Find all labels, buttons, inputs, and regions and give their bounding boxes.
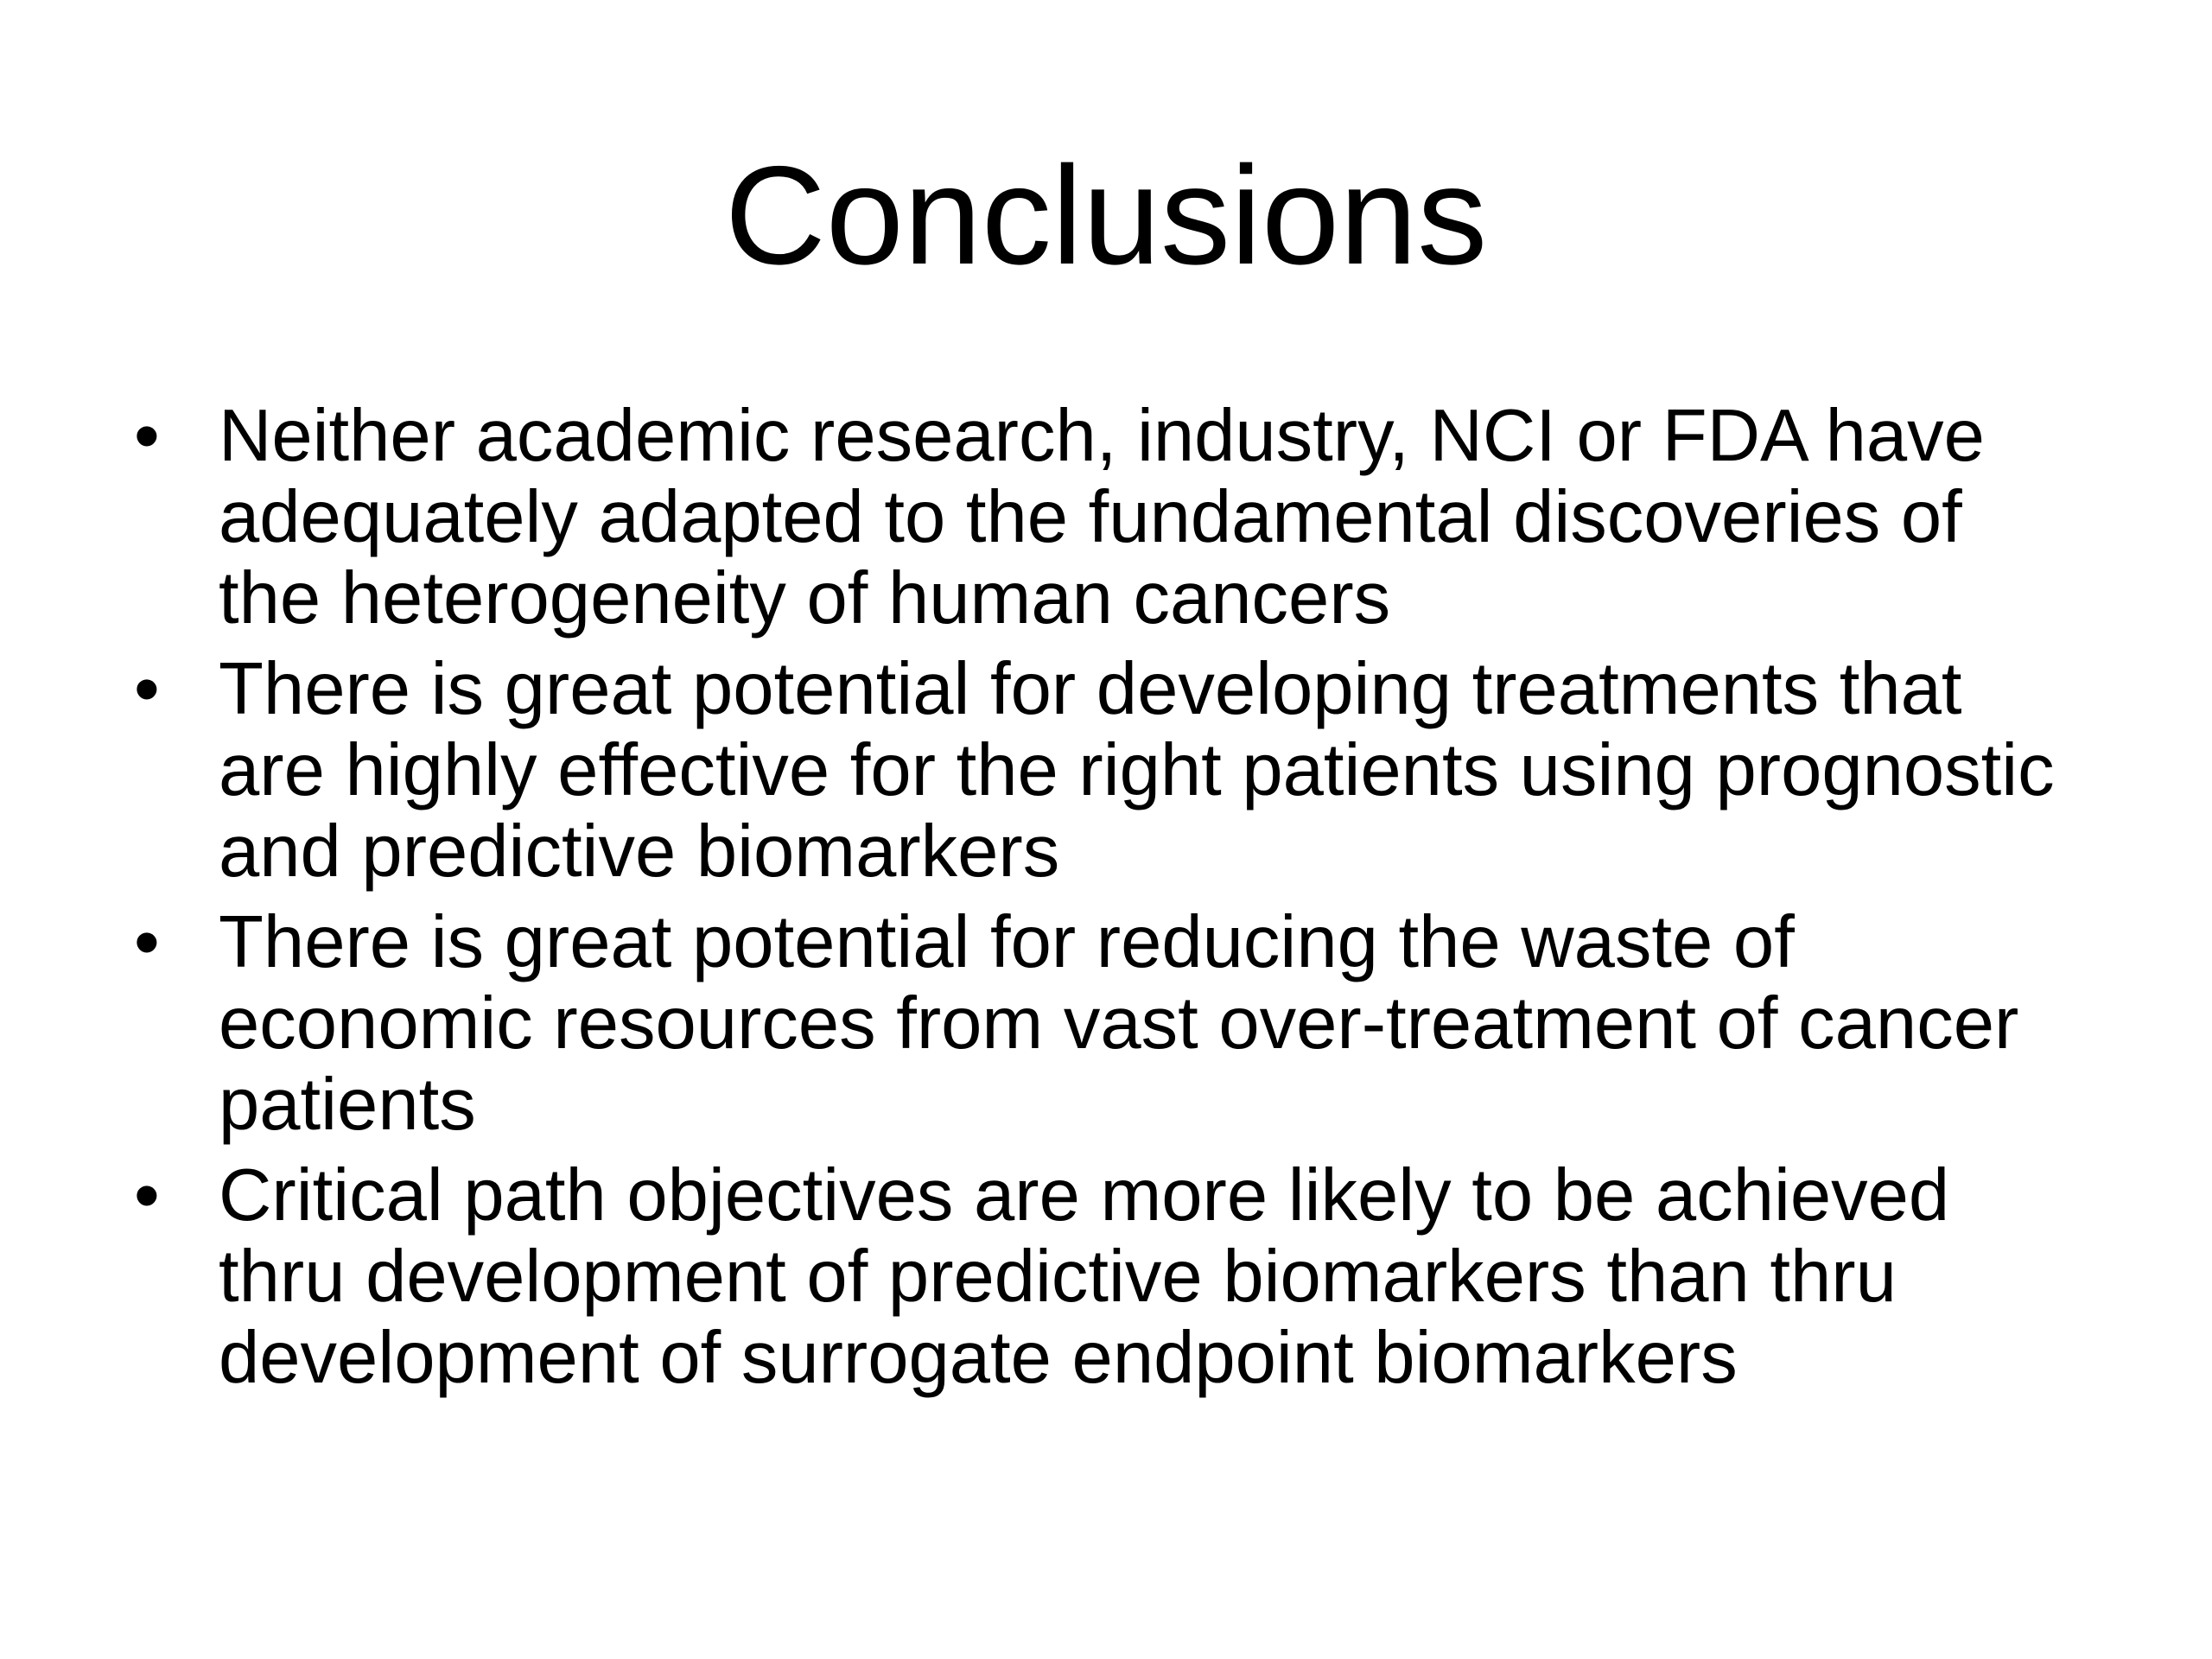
bullet-line: patients bbox=[219, 1064, 476, 1146]
bullet-item bbox=[130, 1155, 2117, 1399]
bullet-dot-icon: • bbox=[134, 648, 160, 730]
bullet-line: thru development of predictive biomarkers than thru bbox=[219, 1236, 1897, 1318]
bullet-dot-icon: • bbox=[134, 395, 160, 477]
bullet-line: economic resources from vast over-treatment of cancer bbox=[219, 982, 2019, 1065]
bullet-line: and predictive biomarkers bbox=[219, 810, 1060, 893]
bullet-dot-icon: • bbox=[134, 901, 160, 983]
bullet-line: Critical path objectives are more likely to be achieved bbox=[219, 1154, 1950, 1236]
bullet-line: are highly effective for the right patients using prognostic bbox=[219, 729, 2055, 811]
bullet-line: development of surrogate endpoint biomarkers bbox=[219, 1317, 1738, 1399]
bullet-line: the heterogeneity of human cancers bbox=[219, 557, 1391, 639]
bullet-line: Neither academic research, industry, NCI or FDA have bbox=[219, 395, 1985, 477]
bullet-item bbox=[130, 902, 2117, 1146]
bullet-item bbox=[130, 396, 2117, 639]
bullet-line: adequately adapted to the fundamental discoveries of bbox=[219, 476, 1962, 558]
bullet-line: There is great potential for developing treatments that bbox=[219, 648, 1962, 730]
slide-title: Conclusions bbox=[724, 137, 1488, 294]
bullet-list bbox=[130, 396, 2117, 1408]
bullet-line: There is great potential for reducing the waste of bbox=[219, 901, 1795, 983]
bullet-item bbox=[130, 649, 2117, 893]
bullet-dot-icon: • bbox=[134, 1154, 160, 1236]
